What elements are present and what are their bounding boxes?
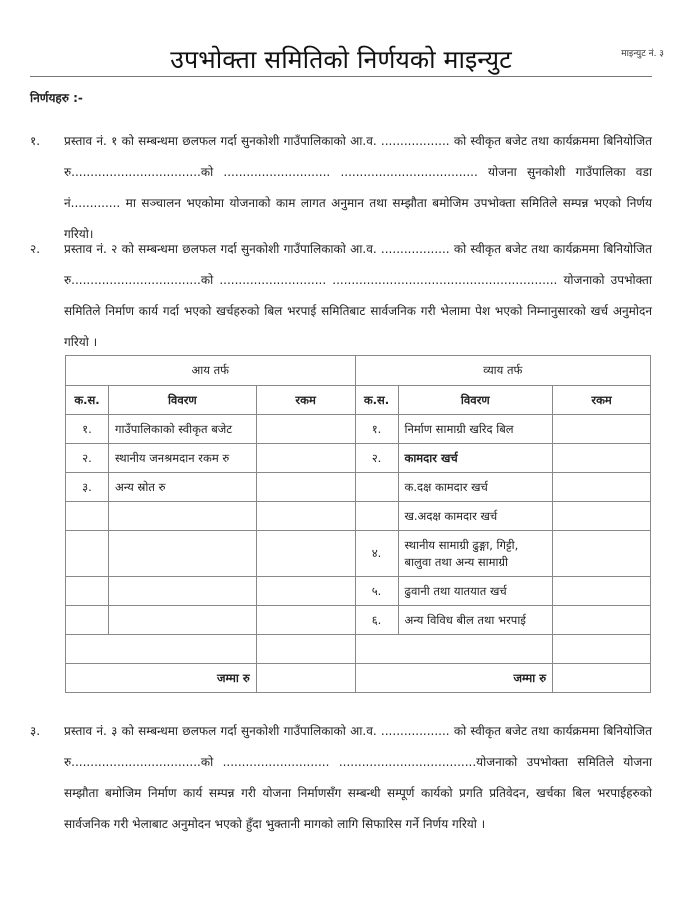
expense-amount: [553, 531, 651, 577]
table-row: [66, 415, 651, 444]
income-desc: गाउँपालिकाको स्वीकृत बजेट: [108, 415, 256, 444]
income-amount: [256, 606, 355, 635]
income-total-amount: [256, 664, 355, 693]
income-desc: स्थानीय जनश्रमदान रकम रु: [108, 444, 256, 473]
expense-desc: कामदार खर्च: [398, 444, 553, 473]
expense-sn: [355, 502, 398, 531]
expense-sn: २.: [355, 444, 398, 473]
col-sn: क.स.: [66, 386, 109, 415]
table-row: [66, 473, 651, 502]
income-desc: [108, 531, 256, 577]
total-row: [66, 664, 651, 693]
income-amount: [256, 444, 355, 473]
col-sn: क.स.: [355, 386, 398, 415]
decision-paragraph-2: [30, 234, 652, 358]
header-divider: [30, 76, 652, 77]
income-sn: [66, 502, 109, 531]
income-amount: [256, 415, 355, 444]
income-sn: [66, 606, 109, 635]
table-row: [66, 635, 651, 664]
income-amount: [256, 502, 355, 531]
col-amount: रकम: [256, 386, 355, 415]
expense-desc: क.दक्ष कामदार खर्च: [398, 473, 553, 502]
table-row: [66, 531, 651, 577]
expense-sn: ६.: [355, 606, 398, 635]
expense-amount: [553, 415, 651, 444]
paragraph-number: ३.: [30, 724, 41, 738]
empty-cell: [553, 635, 651, 664]
expense-desc: ख.अदक्ष कामदार खर्च: [398, 502, 553, 531]
expense-sn: ५.: [355, 577, 398, 606]
income-desc: अन्य स्रोत रु: [108, 473, 256, 502]
expense-sn: [355, 473, 398, 502]
income-sn: २.: [66, 444, 109, 473]
empty-cell: [355, 635, 553, 664]
table-row: [66, 444, 651, 473]
income-amount: [256, 531, 355, 577]
expense-desc: अन्य विविध बील तथा भरपाई: [398, 606, 553, 635]
table-row: [66, 502, 651, 531]
income-sn: [66, 531, 109, 577]
paragraph-number: १.: [30, 134, 41, 148]
income-sn: १.: [66, 415, 109, 444]
paragraph-number: २.: [30, 242, 41, 256]
table-row: [66, 606, 651, 635]
empty-cell: [66, 635, 257, 664]
income-amount: [256, 473, 355, 502]
income-sn: [66, 577, 109, 606]
paragraph-text: प्रस्ताव नं. १ को सम्बन्धमा छलफल गर्दा सुनकोशी गाउँपालिकाको आ.व. .................. को स्वीकृत बजेट तथा कार्यक्रममा बिनियोजित रु..................................को ............................ .................................... योजना सुनकोशी गाउँपालिका वडा नं............. मा सञ्चालन भएकोमा योजनाको काम लागत अनुमान तथा सम्झौता बमोजिम उपभोक्ता समितिले सम्पन्न भएको निर्णय गरियो।: [64, 134, 652, 241]
expense-desc: स्थानीय सामाग्री ढुङ्गा, गिट्टी, बालुवा तथा अन्य सामाग्री: [398, 531, 553, 577]
income-amount: [256, 577, 355, 606]
expense-desc: निर्माण सामाग्री खरिद बिल: [398, 415, 553, 444]
col-desc: विवरण: [398, 386, 553, 415]
minute-number: माइन्युट नं. ३: [621, 49, 664, 59]
expense-amount: [553, 444, 651, 473]
income-expense-table: [65, 355, 651, 693]
expense-header: व्याय तर्फ: [355, 356, 650, 386]
income-desc: [108, 502, 256, 531]
page-title: उपभोक्ता समितिको निर्णयको माइन्युट: [170, 45, 512, 74]
col-amount: रकम: [553, 386, 651, 415]
income-sn: ३.: [66, 473, 109, 502]
expense-sn: १.: [355, 415, 398, 444]
expense-amount: [553, 606, 651, 635]
expense-sn: ४.: [355, 531, 398, 577]
income-desc: [108, 577, 256, 606]
expense-amount: [553, 577, 651, 606]
paragraph-text: प्रस्ताव नं. २ को सम्बन्धमा छलफल गर्दा सुनकोशी गाउँपालिकाको आ.व. .................. को स्वीकृत बजेट तथा कार्यक्रममा बिनियोजित रु..................................को ............................ ........................................................... योजनाको उपभोक्ता समितिले निर्माण कार्य गर्दा भएको खर्चहरुको बिल भरपाई समितिबाट सार्वजनिक गरी भेलामा पेश भएको निम्नानुसारको खर्च अनुमोदन गरियो ।: [64, 242, 652, 349]
income-desc: [108, 606, 256, 635]
table-row: [66, 577, 651, 606]
expense-total-label: जम्मा रु: [355, 664, 553, 693]
decisions-label: निर्णयहरु :-: [30, 91, 83, 105]
expense-amount: [553, 502, 651, 531]
decision-paragraph-1: [30, 126, 652, 250]
income-total-label: जम्मा रु: [66, 664, 257, 693]
paragraph-text: प्रस्ताव नं. ३ को सम्बन्धमा छलफल गर्दा सुनकोशी गाउँपालिकाको आ.व. .................. को स्वीकृत बजेट तथा कार्यक्रममा बिनियोजित रु..................................को ............................ ....................................योजनाको उपभोक्ता समितिले योजना सम्झौता बमोजिम निर्माण कार्य सम्पन्न गरी योजना निर्माणसँग सम्बन्धी सम्पूर्ण कार्यको प्रगति प्रतिवेदन, खर्चका बिल भरपाईहरुको सार्वजनिक गरी भेलाबाट अनुमोदन भएको हुँदा भुक्तानी मागको लागि सिफारिस गर्ने निर्णय गरियो ।: [64, 724, 652, 831]
empty-cell: [256, 635, 355, 664]
income-header: आय तर्फ: [66, 356, 356, 386]
expense-desc: ढुवानी तथा यातयात खर्च: [398, 577, 553, 606]
decision-paragraph-3: [30, 716, 652, 840]
expense-amount: [553, 473, 651, 502]
expense-total-amount: [553, 664, 651, 693]
col-desc: विवरण: [108, 386, 256, 415]
